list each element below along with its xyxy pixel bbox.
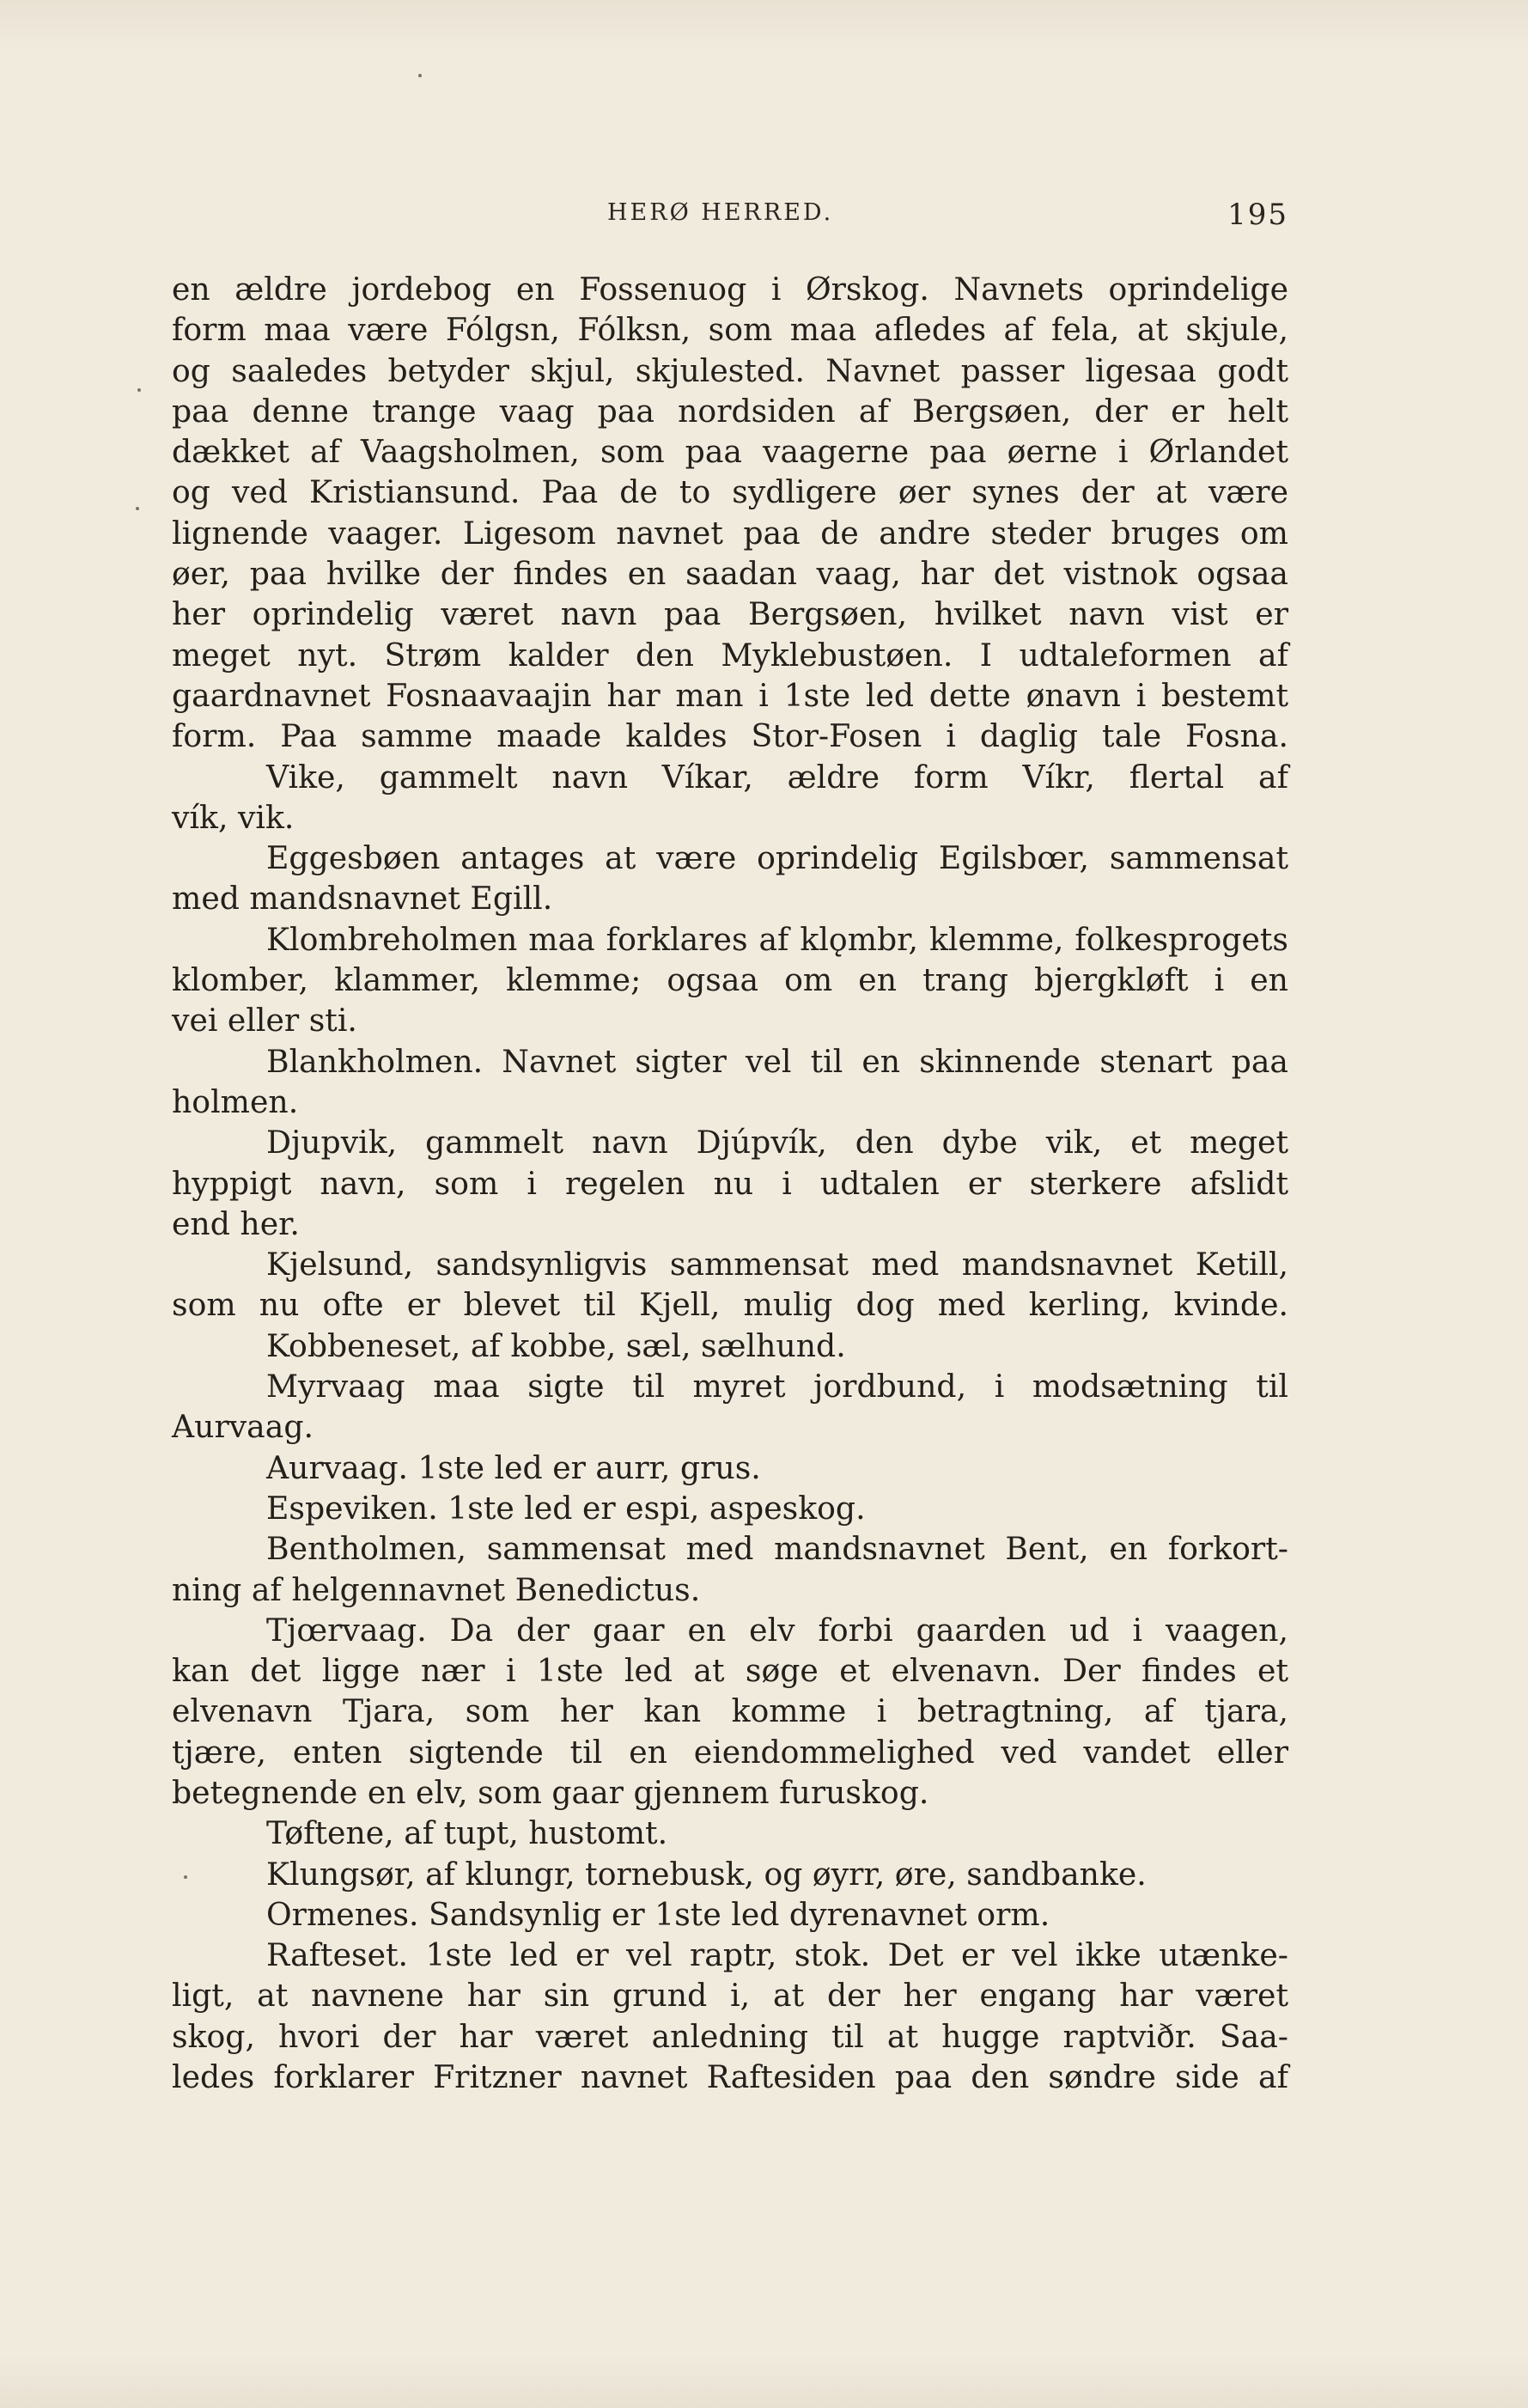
text-line: paa denne trange vaag paa nordsiden af Bergsøen, der er helt <box>172 392 1288 430</box>
text-line: Tjœrvaag. Da der gaar en elv forbi gaarden ud i vaagen, <box>266 1611 1288 1649</box>
text-line: skog, hvori der har været anledning til at hugge raptviðr. Saa- <box>172 2017 1288 2055</box>
page-header <box>172 199 1288 237</box>
text-line: Myrvaag maa sigte til myret jordbund, i modsætning til <box>266 1368 1288 1405</box>
text-line: dækket af Vaagsholmen, som paa vaagerne paa øerne i Ørlandet <box>172 433 1288 471</box>
text-line: gaardnavnet Fosnaavaajin har man i 1ste led dette ønavn i bestemt <box>172 676 1288 714</box>
text-line: Klungsør, af klungr, tornebusk, og øyrr, øre, sandbanke. <box>266 1855 1147 1893</box>
page-number: 195 <box>1227 198 1288 232</box>
text-line: ning af helgennavnet Benedictus. <box>172 1570 701 1608</box>
text-line: Vike, gammelt navn Víkar, ældre form Víkr, flertal af <box>266 758 1288 796</box>
text-line: en ældre jordebog en Fossenuog i Ørskog. Navnets oprindelige <box>172 271 1288 308</box>
text-line: klomber, klammer, klemme; ogsaa om en trang bjergkløft i en <box>172 961 1288 999</box>
text-line: vei eller sti. <box>172 1002 357 1039</box>
paper-speck <box>137 388 141 392</box>
text-line: Aurvaag. <box>172 1408 314 1446</box>
text-line: kan det ligge nær i 1ste led at søge et elvenavn. Der findes et <box>172 1652 1288 1690</box>
text-line: end her. <box>172 1204 300 1242</box>
paper-speck <box>418 74 422 77</box>
text-line: elvenavn Tjara, som her kan komme i betragtning, af tjara, <box>172 1692 1288 1730</box>
text-line: Blankholmen. Navnet sigter vel til en skinnende stenart paa <box>266 1042 1288 1080</box>
text-line: Djupvik, gammelt navn Djúpvík, den dybe vik, et meget <box>266 1124 1288 1161</box>
text-line: Aurvaag. 1ste led er aurr, grus. <box>266 1448 761 1486</box>
text-line: vík, vik. <box>172 798 295 836</box>
text-line: form. Paa samme maade kaldes Stor-Fosen i daglig tale Fosna. <box>172 717 1288 755</box>
text-line: tjære, enten sigtende til en eiendommelighed ved vandet eller <box>172 1733 1288 1771</box>
text-line: Kjelsund, sandsynligvis sammensat med mandsnavnet Ketill, <box>266 1246 1288 1283</box>
text-line: holmen. <box>172 1082 299 1120</box>
text-line: og saaledes betyder skjul, skjulested. Navnet passer ligesaa godt <box>172 351 1288 389</box>
text-line: som nu ofte er blevet til Kjell, mulig dog med kerling, kvinde. <box>172 1286 1288 1324</box>
text-line: hyppigt navn, som i regelen nu i udtalen er sterkere afslidt <box>172 1164 1288 1202</box>
text-line: lignende vaager. Ligesom navnet paa de andre steder bruges om <box>172 514 1288 552</box>
text-line: ledes forklarer Fritzner navnet Raftesiden paa den søndre side af <box>172 2058 1288 2096</box>
text-line: Kobbeneset, af kobbe, sæl, sælhund. <box>266 1326 846 1364</box>
body-text <box>172 269 1288 2097</box>
text-line: her oprindelig været navn paa Bergsøen, hvilket navn vist er <box>172 595 1288 633</box>
text-line: Klombreholmen maa forklares af klǫmbr, klemme, folkesprogets <box>266 920 1288 958</box>
text-line: Bentholmen, sammensat med mandsnavnet Bent, en forkort- <box>266 1530 1288 1568</box>
text-line: Espeviken. 1ste led er espi, aspeskog. <box>266 1489 866 1527</box>
text-line: betegnende en elv, som gaar gjennem furuskog. <box>172 1773 929 1811</box>
text-line: og ved Kristiansund. Paa de to sydligere øer synes der at være <box>172 473 1288 511</box>
running-title: HERØ HERRED. <box>607 199 834 226</box>
text-line: ligt, at navnene har sin grund i, at der her engang har været <box>172 1977 1288 2015</box>
text-line: øer, paa hvilke der findes en saadan vaag, har det vistnok ogsaa <box>172 555 1288 593</box>
text-line: form maa være Fólgsn, Fólksn, som maa afledes af fela, at skjule, <box>172 311 1288 349</box>
text-line: meget nyt. Strøm kalder den Myklebustøen. I udtaleformen af <box>172 636 1288 674</box>
paper-speck <box>184 1875 187 1879</box>
text-line: Tøftene, af tupt, hustomt. <box>266 1814 668 1852</box>
paper-speck <box>136 507 139 510</box>
text-line: Rafteset. 1ste led er vel raptr, stok. Det er vel ikke utænke- <box>266 1936 1288 1974</box>
text-line: med mandsnavnet Egill. <box>172 880 553 917</box>
text-line: Eggesbøen antages at være oprindelig Egilsbœr, sammensat <box>266 839 1288 877</box>
text-line: Ormenes. Sandsynlig er 1ste led dyrenavnet orm. <box>266 1895 1050 1933</box>
